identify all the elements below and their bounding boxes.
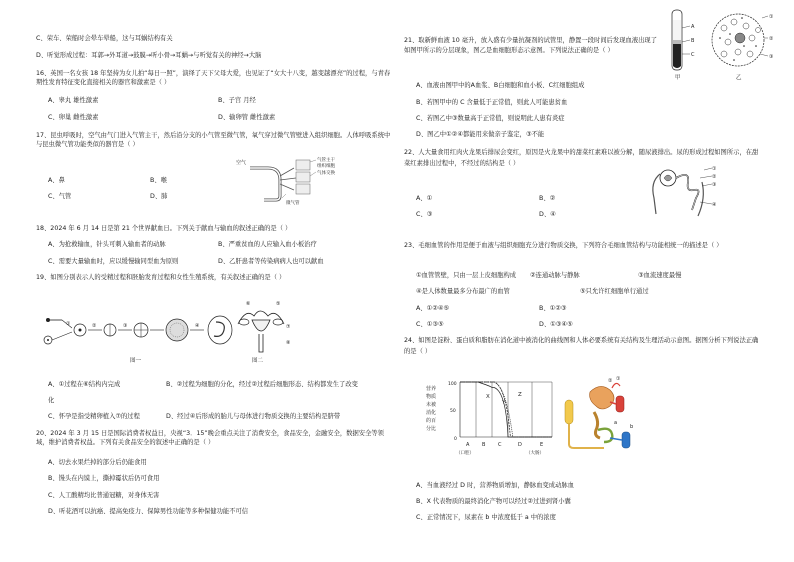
option-a[interactable]: A、① [416,195,433,202]
series-label-Y: Y [502,400,506,406]
question-19: 19、如图分别表示人的受精过程和胚胎发育过程和女性生殖系统，有关叙述正确的是（ ） [36,274,286,281]
series-line-Z [460,382,552,437]
x-tick-B: B [482,442,486,448]
cell-label-2: ② [769,36,774,42]
option-c[interactable]: C、①③⑤ [416,321,444,328]
option-d[interactable]: D、①③④⑤ [539,321,573,328]
option-d[interactable]: D、图乙中①②④都能用来做亲子鉴定，③不能 [416,131,545,138]
option-c[interactable]: C、③ [416,211,433,218]
option-a[interactable]: A、为抢救输血，针头可刺入输血者的动脉 [48,241,166,248]
option-line: D、听觉形成过程：耳郭→外耳道→鼓膜→听小骨→耳蜗→与听觉有关的神经→大脑 [36,52,262,59]
label-exchange: 气体交换 [317,171,335,176]
cell-label-3: ③ [769,54,774,60]
option-a[interactable]: A、①②④⑤ [416,305,450,312]
option-a[interactable]: A、切去水果烂掉的部分后仍能食用 [48,459,147,466]
question-21: 21、取新鲜血液 10 毫升，放入盛有少量抗凝剂的试管里，静置一段时间后发现血液出现了如图甲所示的分层现象，图乙是血细胞形态示意图。下列说法正确的是（ ） [404,37,658,54]
option-b[interactable]: B、X 代表物质的最终消化产物可以经过②过进到肾小囊 [416,498,571,505]
label-1: ① [616,376,621,382]
x-tick-C: C [498,442,502,448]
label-air: 空气 [236,160,247,166]
label-b: b [630,424,634,430]
figure-caption-2: 图二 [252,358,264,364]
svg-text:⑧: ⑧ [286,340,291,346]
question-20: 20、2024 年 3 月 15 日是国际消费者权益日，央视“3．15”晚会重点关注了消费安全，食品安全，金融安全，数据安全等领域，维护消费者权益。下列有关食品安全的叙述中正确的是（ ） [36,430,384,446]
tube-label-c: C [691,52,695,58]
circulation-diagram [560,372,640,460]
y-axis-label: 营养 [426,386,437,392]
question-24: 24、如图是淀粉、蛋白质和脂肪在消化道中被消化的曲线图和人体必要系统有关结构及生理活动示意图。据图分析下列说法正确的是（ ） [404,337,759,355]
svg-text:④: ④ [195,323,200,329]
question-22: 22、人大量食用红肉火龙果后排尿会变红，原因是火龙果中的甜菜红素难以被分解，随尿液排出。尿的形成过程如图所示，在甜菜红素排出过程中，不经过的结构是（ ） [404,149,759,167]
y-tick-50: 50 [450,409,456,414]
series-line-Y [460,382,552,437]
caption-yi: 乙 [736,75,742,81]
cell-label-1: ① [769,14,774,20]
fertilization-diagram [40,298,300,368]
option-c[interactable]: C、人工酸精均比普通冠糖，对身体无害 [48,492,160,499]
label-trunk: 气管主干 [317,158,335,163]
option-a[interactable]: A、血液由图甲中的A血浆、B白细胞和血小板、C红细胞组成 [416,82,585,89]
question-17: 17、昆虫呼吸时，空气由气门进入气管主干，然后沿分支的小气管至微气管，氧气穿过微气管壁进入组织细胞。人体呼吸系统中与昆虫微气管功能类似的器官是（ ） [36,132,391,148]
trachea-diagram [236,154,336,206]
x-tick-D: D [518,442,522,448]
y-axis-label: 未被 [426,402,437,408]
option-d[interactable]: D、经过④后形成的胎儿与母体进行物质交换的主要结构是脐带 [166,413,341,420]
option-d[interactable]: D、乙肝患者等传染病病人也可以献血 [218,258,324,265]
option-a[interactable]: A、鼻 [48,177,65,184]
option-d[interactable]: D、输卵管 雌性激素 [218,114,276,121]
question-23: 23、毛细血管的作用是便于血液与组织细胞充分进行物质交换，下列符合毛细血管结构与功能相统一的描述是（ ） [404,242,723,249]
statement-2: ②连通动脉与静脉 [530,272,580,279]
svg-text:②: ② [92,323,97,329]
label-2: ② [608,378,613,384]
series-line-X [460,382,552,437]
option-b[interactable]: B、若图甲中的 C 含量低于正常值，则此人可能患贫血 [416,99,568,106]
y-tick-0: 0 [454,437,457,442]
nephron-label-3: ③ [712,182,717,188]
option-b[interactable]: B、② [539,195,556,202]
statement-1: ①血管管壁，只由一层上皮细胞构成 [416,272,517,279]
question-16: 16、英国一名女孩 18 年坚持为女儿拍“每日一照”，演绎了天下父母大爱，也见证了“女大十八变，越变越漂亮”的过程，与青春期性发育特征变化直接相关的器官和激素是（ ） [36,70,391,86]
digestion-chart [416,376,556,456]
option-b[interactable]: B、严重贫血的人应输入血小板治疗 [218,241,317,248]
svg-text:⑦: ⑦ [286,324,291,330]
y-tick-100: 100 [448,382,457,387]
option-b-cont: 化 [48,397,55,404]
nephron-label-4: ④ [712,202,717,208]
series-label-X: X [486,394,490,400]
svg-text:⑤: ⑤ [276,301,281,307]
x-tick-E: E [540,442,544,448]
option-d[interactable]: D、听花酒可以抗癌、提高免疫力、保障男性功能等多种保健功能不可信 [48,508,249,515]
nephron-diagram [640,162,720,222]
y-axis-label: 消化 [426,410,437,416]
figure-caption-1: 图一 [130,358,142,364]
option-c[interactable]: C、若图乙中③数量高于正常值，则说明此人患有炎症 [416,115,565,122]
option-a[interactable]: A、当血液经过 D 时，营养物质增加，静脉血变成动脉血 [416,482,574,489]
y-axis-label: 的百 [426,418,437,424]
question-18: 18、2024 年 6 月 14 日是第 21 个世界献血日。下列关于献血与输血的叙述正确的是（ ） [36,225,292,232]
option-c[interactable]: C、正常情况下，尿素在 b 中浓度低于 a 中的浓度 [416,514,556,521]
nephron-label-1: ① [712,166,717,172]
option-b[interactable]: B、馒头在内馍上，撕掉霉状后仍可食用 [48,475,160,482]
label-microtrachea: 微气管 [286,201,300,206]
option-b[interactable]: B、子宫 月经 [218,97,256,104]
svg-text:①: ① [66,321,71,327]
tube-label-b: B [691,38,695,44]
nephron-label-2: ② [712,174,717,180]
svg-text:⑥: ⑥ [246,301,251,307]
statement-3: ③血流速度最慢 [638,272,682,279]
option-b[interactable]: B、喉 [150,177,167,184]
x-tick-A: A [466,442,470,448]
svg-text:③: ③ [123,323,128,329]
label-large-intestine: （大肠） [526,451,544,456]
option-line: C、荣车、荣船时会晕车晕船，这与耳蜗结构有关 [36,35,173,42]
tube-label-a: A [691,24,695,30]
series-label-Z: Z [518,392,522,398]
option-b[interactable]: B、①②③ [539,305,567,312]
label-a: a [614,420,618,426]
option-d[interactable]: D、肺 [150,193,168,200]
option-a[interactable]: A、睾丸 雄性激素 [48,97,99,104]
option-a[interactable]: A、①过程在⑥结构内完成 [48,381,121,388]
blood-diagram [668,8,780,80]
y-axis-label: 分比 [426,426,437,432]
statement-4: ④是人体数量最多分布最广的血管 [416,288,510,295]
option-c[interactable]: C、需要大量输血时，应以缓慢输同型血为原则 [48,258,179,265]
statement-5: ⑤只允许红细胞单行通过 [580,288,649,295]
caption-jia: 甲 [675,75,681,81]
option-c[interactable]: C、气管 [48,193,72,200]
option-d[interactable]: D、④ [539,211,556,218]
option-b[interactable]: B、②过程为细胞的分化，经过②过程后细胞形态、结构都发生了改变 [166,381,358,388]
label-mouth: （口腔） [456,451,474,456]
option-c[interactable]: C、怀孕是指受精卵植入⑦的过程 [48,413,140,420]
option-c[interactable]: C、卵巢 雌性激素 [48,114,99,121]
label-cell: 组织细胞 [317,164,335,169]
y-axis-label: 物质 [426,394,437,400]
